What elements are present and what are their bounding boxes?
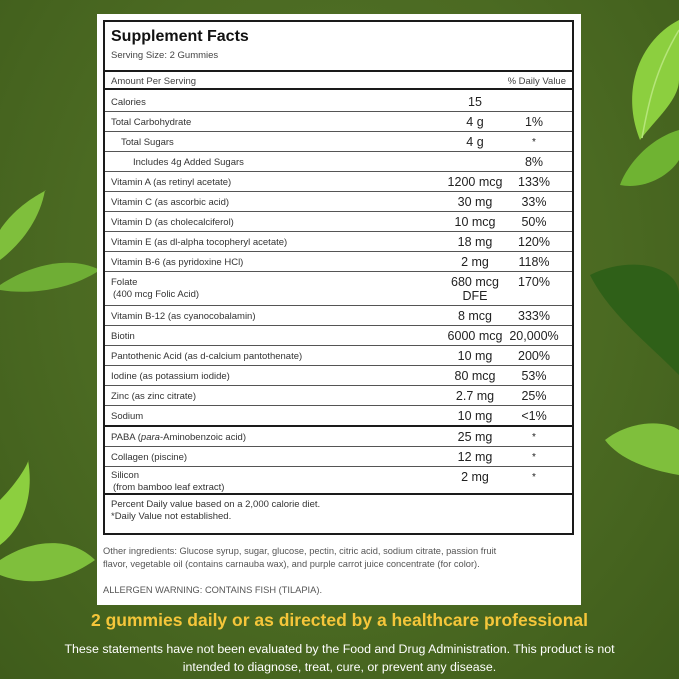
nutrient-row-biotin: [105, 326, 572, 346]
nutrient-row-folate: [105, 272, 572, 306]
nutrient-name: Includes 4g Added Sugars: [133, 157, 244, 168]
nutrient-name-sub: (400 mcg Folic Acid): [113, 289, 200, 300]
serving-size: Serving Size: 2 Gummies: [111, 50, 219, 61]
nutrient-amount: 10 mcg: [454, 215, 496, 229]
nutrient-amount: 2.7 mg: [455, 389, 495, 403]
nutrient-row-vitamin-b6: [105, 252, 572, 272]
ingredients-line-2: flavor, vegetable oil (contains carnauba wax), and purple carrot juice concentrate (for color).: [103, 558, 480, 569]
amount-per-serving-label: Amount Per Serving: [111, 76, 197, 87]
allergen-warning: ALLERGEN WARNING: CONTAINS FISH (TILAPIA).: [103, 585, 323, 595]
nutrient-amount: 10 mg: [457, 349, 493, 363]
nutrient-name: Iodine (as potassium iodide): [111, 371, 230, 382]
nutrient-row-vitamin-a: [105, 172, 572, 192]
nutrient-dv: <1%: [521, 409, 547, 423]
nutrient-row-paba: [105, 427, 572, 447]
nutrient-amount: 1200 mcg: [447, 175, 503, 189]
nutrient-name: Calories: [111, 97, 146, 108]
nutrient-row-pantothenic-acid: [105, 346, 572, 366]
nutrient-row-total-sugars: [105, 132, 572, 152]
nutrient-amount: 2 mg: [461, 255, 489, 269]
nutrient-name: Vitamin B-6 (as pyridoxine HCl): [111, 257, 244, 268]
nutrient-dv: 118%: [518, 255, 550, 269]
nutrient-dv: 50%: [521, 215, 547, 229]
nutrient-dv: 133%: [518, 175, 550, 189]
nutrient-dv: 8%: [524, 155, 544, 169]
supplement-facts-table: [103, 20, 574, 535]
nutrient-name: Sodium: [111, 411, 144, 422]
nutrient-row-zinc: [105, 386, 572, 406]
nutrient-dv: 170%: [518, 275, 550, 289]
nutrient-name: Total Carbohydrate: [111, 117, 192, 128]
nutrient-name: Vitamin E (as dl-alpha tocopheryl acetate): [111, 237, 288, 248]
nutrient-dv: 200%: [518, 349, 550, 363]
nutrient-name: Pantothenic Acid (as d-calcium pantothenate): [111, 351, 303, 362]
nutrient-row-silicon: [105, 467, 572, 495]
nutrient-amount-unit: DFE: [462, 289, 488, 303]
paba-name-post: -Aminobenzoic acid): [159, 432, 247, 443]
disclaimer-line-1: These statements have not been evaluated by the Food and Drug Administration. This product is not: [64, 642, 615, 656]
nutrient-row-vitamin-d: [105, 212, 572, 232]
leaf-left-mid-icon: [0, 190, 100, 300]
nutrient-amount: 25 mg: [457, 430, 493, 444]
nutrient-name: Total Sugars: [121, 137, 174, 148]
nutrient-name: Vitamin C (as ascorbic acid): [111, 197, 230, 208]
footnote-daily-value: Percent Daily value based on a 2,000 calorie diet.: [111, 499, 321, 510]
fda-disclaimer: [0, 640, 679, 676]
nutrient-amount: 80 mcg: [454, 369, 496, 383]
nutrient-name-main: Folate: [111, 277, 138, 288]
facts-header: [105, 22, 572, 72]
nutrient-name: Collagen (piscine): [111, 452, 188, 463]
nutrient-name: [111, 277, 199, 301]
facts-title: Supplement Facts: [111, 28, 249, 45]
nutrient-dv: *: [532, 472, 536, 483]
nutrient-amount: 8 mcg: [457, 309, 493, 323]
nutrient-name: Zinc (as zinc citrate): [111, 391, 196, 402]
nutrient-dv: 53%: [521, 369, 547, 383]
ingredients-line-1: Other ingredients: Glucose syrup, sugar, glucose, pectin, citric acid, sodium citrate, passion fruit: [103, 546, 497, 556]
nutrient-amount: 4 g: [466, 115, 484, 129]
nutrient-name-main: Silicon: [111, 470, 139, 481]
nutrient-amount: 12 mg: [457, 450, 493, 464]
leaf-top-right-icon: [600, 10, 679, 210]
leaf-right-mid-icon: [590, 255, 679, 385]
nutrient-dv: 120%: [518, 235, 550, 249]
paba-name-pre: PABA (: [111, 432, 141, 443]
nutrient-dv: 20,000%: [509, 329, 559, 343]
nutrient-row-total-carbohydrate: [105, 112, 572, 132]
other-ingredients: [103, 545, 573, 570]
nutrient-amount: 4 g: [466, 135, 484, 149]
nutrient-row-iodine: [105, 366, 572, 386]
nutrient-amount: 6000 mcg: [447, 329, 503, 343]
nutrient-name: Vitamin B-12 (as cyanocobalamin): [111, 311, 256, 322]
leaf-right-lower-icon: [605, 420, 679, 480]
nutrient-amount: 2 mg: [461, 470, 489, 484]
nutrient-name-sub: (from bamboo leaf extract): [113, 482, 225, 493]
label-panel: [97, 14, 581, 605]
daily-value-header: % Daily Value: [507, 76, 566, 87]
nutrient-row-sodium: [105, 406, 572, 427]
nutrient-name: Vitamin D (as cholecalciferol): [111, 217, 234, 228]
nutrient-dv: *: [532, 452, 536, 463]
nutrient-dv: 25%: [521, 389, 547, 403]
footnote-not-established: *Daily Value not established.: [111, 511, 232, 522]
nutrient-name: [111, 470, 224, 494]
nutrient-row-vitamin-b12: [105, 306, 572, 326]
nutrient-dv: 33%: [521, 195, 547, 209]
disclaimer-line-2: intended to diagnose, treat, cure, or prevent any disease.: [182, 660, 497, 674]
nutrient-row-added-sugars: [105, 152, 572, 172]
nutrient-dv: 1%: [524, 115, 544, 129]
nutrient-amount: 15: [468, 95, 482, 109]
nutrient-name: Biotin: [111, 331, 135, 342]
nutrient-name: Vitamin A (as retinyl acetate): [111, 177, 232, 188]
nutrient-amount: 10 mg: [457, 409, 493, 423]
paba-name-italic: para: [140, 432, 160, 443]
dosage-tagline: 2 gummies daily or as directed by a healthcare professional: [91, 610, 588, 630]
amount-per-serving-row: [105, 72, 572, 90]
nutrient-row-calories: [105, 92, 572, 112]
facts-footnote: [111, 499, 320, 523]
nutrient-name: [111, 432, 246, 444]
nutrient-row-vitamin-e: [105, 232, 572, 252]
nutrient-amount: 30 mg: [457, 195, 493, 209]
nutrient-amount: 18 mg: [457, 235, 493, 249]
nutrient-row-collagen: [105, 447, 572, 467]
nutrient-row-vitamin-c: [105, 192, 572, 212]
nutrient-dv: 333%: [518, 309, 550, 323]
nutrient-dv: *: [532, 432, 536, 443]
nutrient-amount: 680 mcg: [451, 275, 499, 289]
nutrient-dv: *: [532, 137, 536, 148]
leaf-bottom-left-icon: [0, 460, 100, 610]
